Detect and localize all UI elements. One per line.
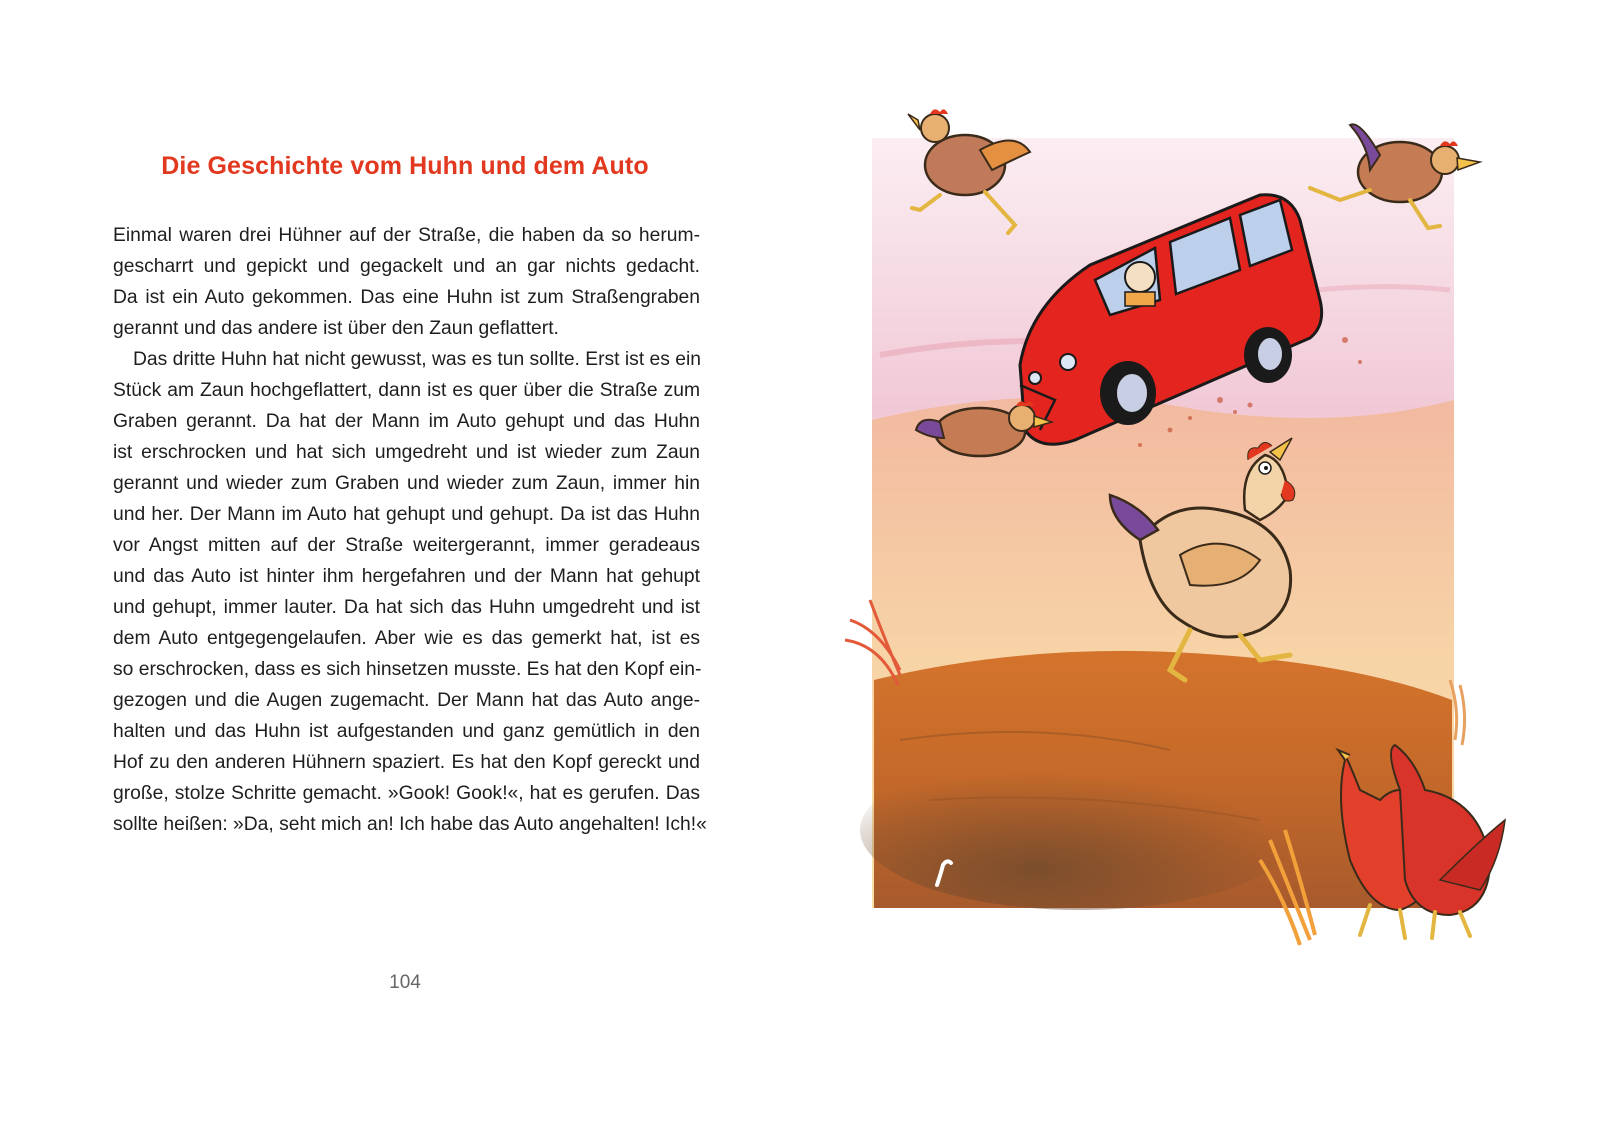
text-line: große, stolze Schritte gemacht. »Gook! Gook!«, hat es gerufen. Das: [113, 783, 700, 804]
text-line: Das dritte Huhn hat nicht gewusst, was es tun sollte. Erst ist es ein: [133, 349, 701, 370]
text-line: Da ist ein Auto gekommen. Das eine Huhn ist zum Straßengraben: [113, 287, 700, 308]
text-line: gerannt und das andere ist über den Zaun geflattert.: [113, 318, 559, 339]
text-line: gerannt und wieder zum Graben und wieder zum Zaun, immer hin: [113, 473, 700, 494]
text-line: und gehupt, immer lauter. Da hat sich das Huhn umgedreht und ist: [113, 597, 700, 618]
chicken-car-illustration: [840, 100, 1520, 960]
text-line: ist erschrocken und hat sich umgedreht und ist wieder zum Zaun: [113, 442, 700, 463]
page-number: 104: [389, 972, 421, 993]
text-line: und her. Der Mann im Auto hat gehupt und gehupt. Da ist das Huhn: [113, 504, 700, 525]
text-line: Graben gerannt. Da hat der Mann im Auto gehupt und das Huhn: [113, 411, 700, 432]
paragraph-1: [113, 220, 700, 344]
text-line: Einmal waren drei Hühner auf der Straße, die haben da so herum-: [113, 225, 700, 246]
text-line: so erschrocken, dass es sich hinsetzen musste. Es hat den Kopf ein-: [113, 659, 702, 680]
text-line: Stück am Zaun hochgeflattert, dann ist es quer über die Straße zum: [113, 380, 700, 401]
text-line: gezogen und die Augen zugemacht. Der Mann hat das Auto ange-: [113, 690, 700, 711]
story-text: [113, 220, 707, 840]
paragraph-2: [113, 344, 707, 840]
text-line: gescharrt und gepickt und gegackelt und an gar nichts gedacht.: [113, 256, 700, 277]
text-line: Hof zu den anderen Hühnern spaziert. Es hat den Kopf gereckt und: [113, 752, 700, 773]
text-line: sollte heißen: »Da, seht mich an! Ich habe das Auto angehalten! Ich!«: [113, 814, 707, 835]
text-line: halten und das Huhn ist aufgestanden und ganz gemütlich in den: [113, 721, 700, 742]
text-line: dem Auto entgegengelaufen. Aber wie es das gemerkt hat, ist es: [113, 628, 700, 649]
text-line: und das Auto ist hinter ihm hergefahren und der Mann hat gehupt: [113, 566, 700, 587]
text-line: vor Angst mitten auf der Straße weitergerannt, immer geradeaus: [113, 535, 700, 556]
story-title: Die Geschichte vom Huhn und dem Auto: [161, 152, 649, 180]
